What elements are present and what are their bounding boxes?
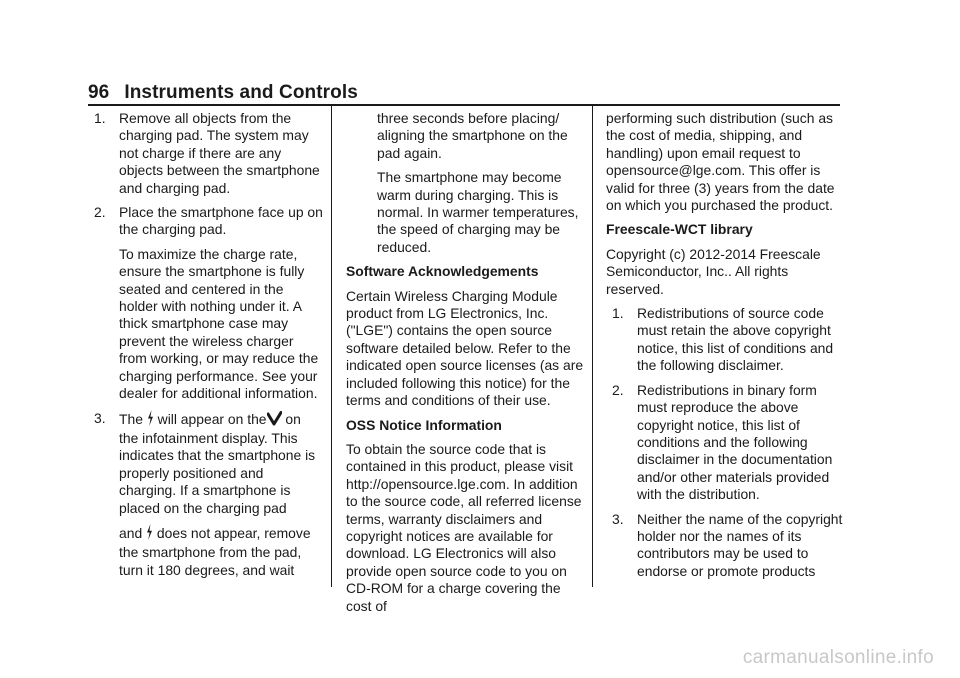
step-3-continued: three seconds before placing/ aligning the smartphone on the pad again. — [377, 110, 568, 161]
step-text — [119, 410, 324, 517]
page-number: 96 — [88, 82, 110, 103]
heading-freescale: Freescale-WCT library — [606, 221, 753, 238]
warm-note: The smartphone may become warm during charging. This is normal. In warmer temperatures, the speed of charging may be reduced. — [377, 169, 579, 255]
item-number: 2. — [612, 381, 624, 398]
charging-bolt-icon — [146, 524, 153, 544]
section-title: Instruments and Controls — [124, 82, 358, 103]
step-text-cont — [119, 524, 324, 579]
text-run: will appear on the — [157, 410, 267, 427]
item-number: 1. — [612, 305, 624, 322]
text-run: The — [119, 410, 143, 427]
step-text: Place the smartphone face up on the charging pad. — [119, 204, 323, 238]
license-item-1 — [606, 305, 846, 375]
paragraph-license: Certain Wireless Charging Module product from LG Electronics, Inc. ("LGE") contains the open source software detailed below. Refer to the indicated open source licenses (as are included following this notice) for the terms and conditions of their use. — [346, 287, 584, 409]
text-run: on the infotainment display. This indicates that the smartphone is properly positioned and charging. If a smartphone is placed on the charging pad — [119, 410, 316, 516]
item-number: 3. — [612, 510, 624, 527]
column-3 — [606, 110, 846, 580]
step-2 — [88, 204, 324, 402]
license-item-2 — [606, 382, 846, 504]
charging-bolt-icon — [147, 410, 154, 430]
column-2 — [346, 110, 584, 615]
step-note: To maximize the charge rate, ensure the smartphone is fully seated and centered in the holder with nothing under it. A thick smartphone case may prevent the wireless charger from working, or may reduce the charging performance. See your dealer for additional information. — [119, 245, 319, 402]
paragraph-copyright: Copyright (c) 2012-2014 Freescale Semiconductor, Inc.. All rights reserved. — [606, 245, 821, 297]
step-number: 1. — [94, 110, 106, 126]
text-run: does not appear, remove the smartphone from the pad, turn it 180 degrees, and wait — [119, 524, 311, 578]
page-header — [88, 82, 358, 104]
heading-software-ack: Software Acknowledgements — [346, 263, 539, 280]
heading-oss-notice: OSS Notice Information — [346, 416, 502, 433]
step-3 — [88, 410, 324, 580]
column-divider-1 — [331, 104, 332, 587]
step-number: 2. — [94, 204, 106, 221]
license-item-3 — [606, 511, 846, 581]
step-1 — [88, 110, 324, 197]
item-text: Redistributions in binary form must reproduce the above copyright notice, this list of conditions and the following disclaimer in the documentation and/or other materials provided with the distribution. — [637, 381, 833, 503]
header-rule — [88, 104, 840, 106]
item-text: Neither the name of the copyright holder nor the names of its contributors may be used to endorse or promote products — [637, 510, 843, 579]
watermark: carmanualsonline.info — [742, 647, 934, 668]
phone-projection-icon — [267, 411, 282, 430]
step-number: 3. — [94, 409, 106, 426]
step-text: Remove all objects from the charging pad. The system may not charge if there are any objects between the smartphone and charging pad. — [119, 110, 320, 196]
paragraph-oss: To obtain the source code that is contained in this product, please visit http://opensource.lge.com. In addition to the source code, all referred license terms, warranty disclaimers and copyright notices are available for download. LG Electronics will also provide open source code to you on CD-ROM for a charge covering the cost of — [346, 440, 582, 614]
text-run: and — [119, 524, 143, 541]
column-divider-2 — [592, 104, 593, 587]
item-text: Redistributions of source code must retain the above copyright notice, this list of conditions and the following disclaimer. — [637, 305, 834, 374]
column-1 — [88, 110, 324, 579]
paragraph-continued: performing such distribution (such as the cost of media, shipping, and handling) upon email request to opensource@lge.com. This offer is valid for three (3) years from the date on which you purchased the product. — [606, 110, 835, 214]
